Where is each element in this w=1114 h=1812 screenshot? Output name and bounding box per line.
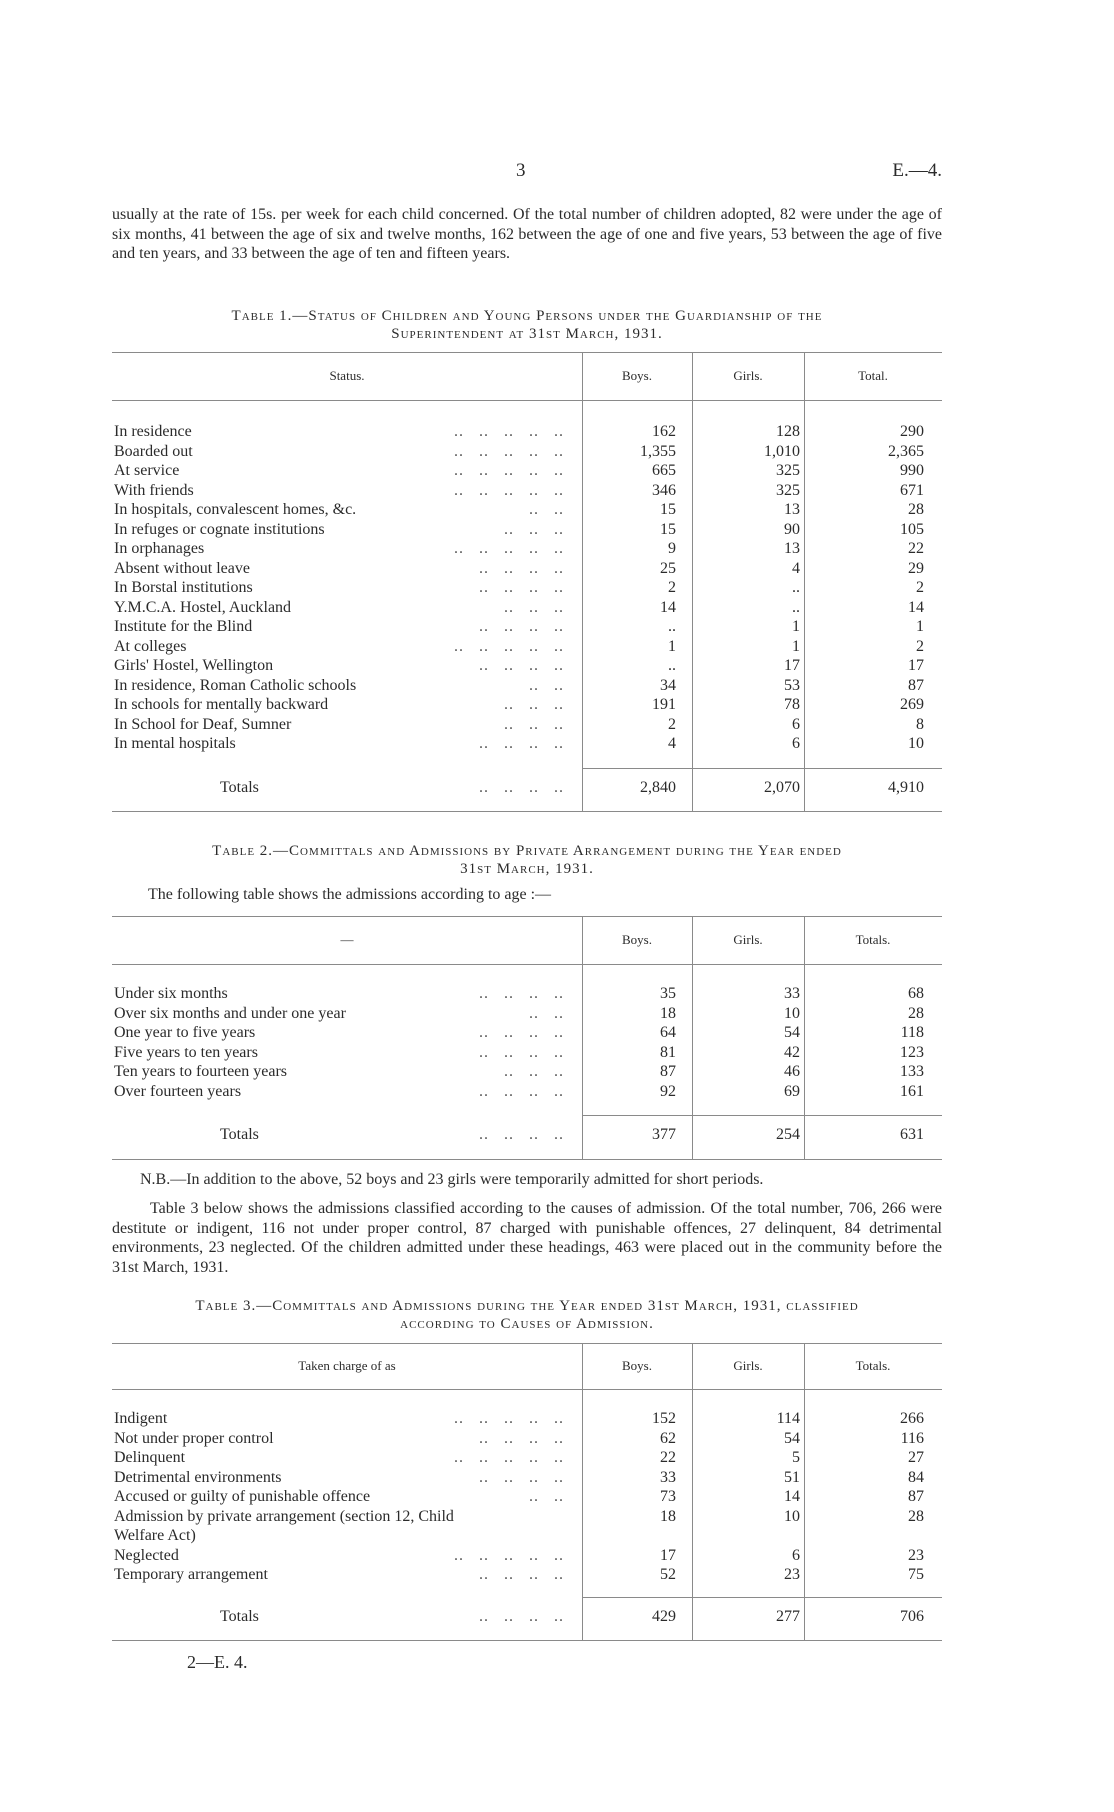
table3-row-girls: 114 xyxy=(776,1410,800,1427)
table3-row-total: 87 xyxy=(908,1488,924,1505)
table1-totals-leader-dots: .. .. .. .. xyxy=(479,778,564,796)
table2-row-leader-dots: .. .. .. .. xyxy=(479,985,564,1002)
table3-row-label: Delinquent xyxy=(114,1449,186,1466)
table1-row-label: Institute for the Blind xyxy=(114,618,253,635)
table2-row-label: Five years to ten years xyxy=(114,1043,258,1061)
table3-totals-leader-dots: .. .. .. .. xyxy=(479,1607,564,1625)
table3-row-label: Not under proper control xyxy=(114,1429,274,1447)
table2-header-total: Totals. xyxy=(855,932,891,947)
table3-top-rule xyxy=(112,1343,942,1344)
table1-row xyxy=(112,656,942,676)
table1-row-boys: 25 xyxy=(660,559,676,577)
table1-row xyxy=(112,500,942,520)
table2-caption-line2: 31st March, 1931. xyxy=(460,861,594,877)
table3-row xyxy=(112,1429,942,1449)
table2-header-label: — xyxy=(340,932,354,947)
table1-row-girls: 13 xyxy=(784,501,800,518)
table1-bottom-rule xyxy=(112,811,942,812)
table3-row-boys: 62 xyxy=(660,1429,676,1447)
table1-row-total: 29 xyxy=(908,559,924,577)
table1-row-girls: 78 xyxy=(784,696,800,713)
table1-row-girls: 1 xyxy=(792,637,800,655)
table3-row-label: Welfare Act) xyxy=(114,1527,196,1544)
table1-top-rule xyxy=(112,352,942,353)
table3-row-girls: 10 xyxy=(784,1507,800,1525)
table1-row-girls: 325 xyxy=(776,481,800,499)
table1-row xyxy=(112,461,942,481)
table3-row-total: 75 xyxy=(908,1566,924,1583)
table2-totals-leader-dots: .. .. .. .. xyxy=(479,1126,564,1143)
table2-row-girls: 42 xyxy=(784,1043,800,1061)
page-number: 3 xyxy=(516,160,526,181)
table1-row xyxy=(112,520,942,540)
table1-row xyxy=(112,539,942,559)
table3-row xyxy=(112,1468,942,1488)
table2-row-total: 133 xyxy=(900,1063,924,1080)
table1-totals-boys: 2,840 xyxy=(640,778,676,796)
table3-caption-line2: according to Causes of Admission. xyxy=(400,1316,654,1332)
table1-row-label: Absent without leave xyxy=(114,559,250,577)
table1-header-girls: Girls. xyxy=(733,368,763,383)
table1-row-total: 28 xyxy=(908,501,924,518)
table1-row xyxy=(112,637,942,657)
table3-row-label: Admission by private arrangement (section 12, Child xyxy=(114,1507,454,1525)
table1-row-label: In mental hospitals xyxy=(114,735,236,752)
table1-row-leader-dots: .. .. .. .. .. xyxy=(454,423,564,440)
table1-row-label: At service xyxy=(114,462,180,479)
table1-header-boys: Boys. xyxy=(622,368,652,383)
table1-row-leader-dots: .. .. .. .. xyxy=(479,579,564,596)
table1-header-label: Status. xyxy=(329,368,365,383)
table3-row-label: Indigent xyxy=(114,1410,168,1427)
table1-caption-line2: Superintendent at 31st March, 1931. xyxy=(391,326,663,342)
table3-row xyxy=(112,1546,942,1566)
table3-row xyxy=(112,1487,942,1507)
table2-row xyxy=(112,1004,942,1024)
table1-row-girls: 6 xyxy=(792,715,800,733)
table1-row-girls: 17 xyxy=(784,657,800,674)
table3-row-label: Neglected xyxy=(114,1546,179,1564)
table3-row-label: Accused or guilty of punishable offence xyxy=(114,1488,371,1505)
table1-row-boys: .. xyxy=(668,618,676,635)
table1-row-label: At colleges xyxy=(114,637,187,655)
table1-row-total: 290 xyxy=(900,423,924,440)
table1-caption-line1: Table 1.—Status of Children and Young Persons under the Guardianship of the xyxy=(231,308,823,324)
table2-header-boys: Boys. xyxy=(622,932,652,947)
table1-row-leader-dots: .. .. .. .. .. xyxy=(454,442,564,460)
table1-row-boys: 2 xyxy=(668,579,676,596)
table2-row-boys: 81 xyxy=(660,1043,676,1061)
table1-row-girls: 53 xyxy=(784,676,800,694)
table3-bottom-rule xyxy=(112,1640,942,1641)
table1-caption xyxy=(112,307,942,343)
table3-row xyxy=(112,1409,942,1429)
table1-row-label: In School for Deaf, Sumner xyxy=(114,715,292,733)
table3-row-girls: 51 xyxy=(784,1468,800,1486)
table3-totals-girls: 277 xyxy=(776,1607,800,1625)
table1-row-total: 269 xyxy=(900,696,924,713)
table1-row-boys: 15 xyxy=(660,520,676,538)
table2-row-total: 123 xyxy=(900,1043,924,1061)
table1-row-girls: 1,010 xyxy=(764,442,800,460)
table1-totals-total: 4,910 xyxy=(888,778,924,796)
table2 xyxy=(112,916,942,1159)
table1-row-boys: 665 xyxy=(652,462,676,479)
table3-row-total: 84 xyxy=(908,1468,924,1486)
table3-header-boys: Boys. xyxy=(622,1358,652,1373)
table1-row-boys: 346 xyxy=(652,481,676,499)
table2-row-girls: 10 xyxy=(784,1004,800,1022)
table3-header-total: Totals. xyxy=(855,1358,891,1373)
table2-row-label: Ten years to fourteen years xyxy=(114,1063,288,1080)
table2-row-girls: 33 xyxy=(784,985,800,1002)
table1-row-boys: 1,355 xyxy=(640,442,676,460)
table1-row-leader-dots: .. .. .. .. .. xyxy=(454,462,564,479)
table2-row-total: 28 xyxy=(908,1004,924,1022)
table2-row-leader-dots: .. .. .. xyxy=(504,1063,564,1080)
table1-row-total: 22 xyxy=(908,540,924,557)
table1-row-boys: 15 xyxy=(660,501,676,518)
table1-row-boys: .. xyxy=(668,657,676,674)
table1-row-leader-dots: .. .. .. .. .. xyxy=(454,481,564,499)
table3-row-label: Temporary arrangement xyxy=(114,1566,268,1583)
table1-row-boys: 4 xyxy=(668,735,676,752)
table3-caption xyxy=(112,1297,942,1333)
table1-row-total: 17 xyxy=(908,657,924,674)
table3-row-leader-dots: .. .. .. .. xyxy=(479,1429,564,1447)
table3-row-girls: 54 xyxy=(784,1429,800,1447)
table3-row-boys: 152 xyxy=(652,1410,676,1427)
table2-totals-boys: 377 xyxy=(652,1126,676,1143)
table3-row-leader-dots: .. .. xyxy=(529,1488,564,1505)
table2-row-leader-dots: .. .. xyxy=(529,1004,564,1022)
table3-row-boys: 18 xyxy=(660,1507,676,1525)
table1-row-label: Girls' Hostel, Wellington xyxy=(114,657,274,674)
table2-row-girls: 46 xyxy=(784,1063,800,1080)
table2-totals-rule xyxy=(582,1115,942,1116)
table2-row-boys: 18 xyxy=(660,1004,676,1022)
table1-row-leader-dots: .. .. .. .. xyxy=(479,559,564,577)
table1-row-label: In orphanages xyxy=(114,540,205,557)
table2-row xyxy=(112,984,942,1004)
table1-row-label: Boarded out xyxy=(114,442,193,460)
table2-totals-girls: 254 xyxy=(776,1126,800,1143)
table2-totals-total: 631 xyxy=(900,1126,924,1143)
table1-row-leader-dots: .. .. .. xyxy=(504,696,564,713)
table1-row xyxy=(112,598,942,618)
table1-row-total: 2,365 xyxy=(888,442,924,460)
table3-row-girls: 5 xyxy=(792,1449,800,1466)
table1-row-boys: 1 xyxy=(668,637,676,655)
table1-header-total: Total. xyxy=(858,368,888,383)
table1-row-leader-dots: .. .. .. .. xyxy=(479,657,564,674)
table3-row-total: 116 xyxy=(900,1429,924,1447)
table1-row-label: Y.M.C.A. Hostel, Auckland xyxy=(114,598,292,616)
table2-row xyxy=(112,1062,942,1082)
table2-caption xyxy=(112,842,942,878)
table1-totals-girls: 2,070 xyxy=(764,778,800,796)
table2-row-girls: 69 xyxy=(784,1082,800,1100)
table1-row-total: 14 xyxy=(908,598,924,616)
table2-row xyxy=(112,1023,942,1043)
table2-caption-line1: Table 2.—Committals and Admissions by Private Arrangement during the Year ended xyxy=(212,843,842,859)
table1-header-rule xyxy=(112,400,942,401)
table3-header-label: Taken charge of as xyxy=(298,1358,396,1373)
table3-totals-total: 706 xyxy=(900,1607,924,1625)
table3-row-girls: 23 xyxy=(784,1566,800,1583)
table1-row-label: In hospitals, convalescent homes, &c. xyxy=(114,501,357,518)
table3-caption-line1: Table 3.—Committals and Admissions during the Year ended 31st March, 1931, classified xyxy=(195,1298,859,1314)
table3-paragraph: Table 3 below shows the admissions classified according to the causes of admission. Of the total number, 706, 266 were destitute or indigent, 116 not under proper control, 87 charged with punishable offences, 27 delinquent, 84 detrimental environments, 23 neglected. Of the children admitted under these headings, 463 were placed out in the community before the 31st March, 1931. xyxy=(112,1200,942,1276)
table1-row-boys: 9 xyxy=(668,540,676,557)
table2-row xyxy=(112,1082,942,1102)
table2-header-girls: Girls. xyxy=(733,932,763,947)
table1-row-leader-dots: .. .. .. .. xyxy=(479,735,564,752)
table3-row-leader-dots: .. .. .. .. xyxy=(479,1566,564,1583)
table3-row-total: 23 xyxy=(908,1546,924,1564)
table2-bottom-rule xyxy=(112,1159,942,1160)
table1-row-label: In Borstal institutions xyxy=(114,579,253,596)
table1-row xyxy=(112,481,942,501)
table3-row xyxy=(112,1448,942,1468)
table2-row-label: One year to five years xyxy=(114,1024,256,1041)
table1-row xyxy=(112,676,942,696)
table3-totals-row xyxy=(112,1607,942,1627)
table1-row-total: 990 xyxy=(900,462,924,479)
table1-row-leader-dots: .. .. xyxy=(529,501,564,518)
table3 xyxy=(112,1343,942,1640)
table3-row-boys: 22 xyxy=(660,1449,676,1466)
table1-row xyxy=(112,422,942,442)
nb-note: N.B.—In addition to the above, 52 boys and 23 girls were temporarily admitted for short periods. xyxy=(140,1171,764,1188)
table1-row-girls: 90 xyxy=(784,520,800,538)
table1-row-boys: 2 xyxy=(668,715,676,733)
table3-row xyxy=(112,1526,942,1546)
table1-row-label: In schools for mentally backward xyxy=(114,696,329,713)
table3-totals-boys: 429 xyxy=(652,1607,676,1625)
table1-row-girls: 4 xyxy=(792,559,800,577)
table1-row-leader-dots: .. .. xyxy=(529,676,564,694)
table3-row-leader-dots: .. .. .. .. .. xyxy=(454,1449,564,1466)
table3-row-boys: 33 xyxy=(660,1468,676,1486)
table1-row xyxy=(112,734,942,754)
table3-totals-rule xyxy=(582,1597,942,1598)
table3-row-boys: 17 xyxy=(660,1546,676,1564)
intro-paragraph: usually at the rate of 15s. per week for each child concerned. Of the total number of children adopted, 82 were under the age of six months, 41 between the age of six and twelve months, 162 between the age of one and five years, 53 between the age of five and ten years, and 33 between the age of ten and fifteen years. xyxy=(112,206,942,262)
table1-row-label: In residence, Roman Catholic schools xyxy=(114,676,357,694)
table3-row-boys: 73 xyxy=(660,1488,676,1505)
table1-row-total: 1 xyxy=(916,618,924,635)
table1-row xyxy=(112,559,942,579)
table2-row-leader-dots: .. .. .. .. xyxy=(479,1043,564,1061)
table2-row-total: 68 xyxy=(908,985,924,1002)
table1-row-leader-dots: .. .. .. .. .. xyxy=(454,637,564,655)
table3-row xyxy=(112,1507,942,1527)
table2-row-boys: 87 xyxy=(660,1063,676,1080)
table3-row-total: 27 xyxy=(908,1449,924,1466)
table1-row-boys: 162 xyxy=(652,423,676,440)
table1-row-total: 671 xyxy=(900,481,924,499)
table1-row xyxy=(112,578,942,598)
table1-row-girls: 13 xyxy=(784,540,800,557)
table1-row-girls: 128 xyxy=(776,423,800,440)
table3-header-rule xyxy=(112,1389,942,1390)
table1-row-label: With friends xyxy=(114,481,194,499)
table2-row-label: Over fourteen years xyxy=(114,1082,242,1100)
table1-row-total: 10 xyxy=(908,735,924,752)
table1-row-label: In residence xyxy=(114,423,192,440)
table1-row-total: 8 xyxy=(916,715,924,733)
table1-row xyxy=(112,617,942,637)
table1-row-total: 105 xyxy=(900,520,924,538)
table2-row-boys: 92 xyxy=(660,1082,676,1100)
footer-reference: 2—E. 4. xyxy=(187,1652,248,1672)
table2-row-total: 161 xyxy=(900,1082,924,1100)
table1-totals-row xyxy=(112,778,942,798)
table1-totals-rule xyxy=(582,768,942,769)
table2-intro: The following table shows the admissions according to age :— xyxy=(148,886,552,903)
table1-totals-label: Totals xyxy=(220,778,259,796)
table1-row xyxy=(112,695,942,715)
table1-row-girls: .. xyxy=(792,598,800,616)
table3-row-leader-dots: .. .. .. .. xyxy=(479,1468,564,1486)
table1-row-total: 2 xyxy=(916,637,924,655)
table3-header-girls: Girls. xyxy=(733,1358,763,1373)
table1-row-girls: 325 xyxy=(776,462,800,479)
table2-totals-row xyxy=(112,1125,942,1145)
table2-totals-label: Totals xyxy=(220,1126,259,1143)
table1-row-label: In refuges or cognate institutions xyxy=(114,520,325,538)
page-header xyxy=(112,160,942,190)
table1-row-total: 2 xyxy=(916,579,924,596)
table2-row-boys: 64 xyxy=(660,1024,676,1041)
table1-row-boys: 34 xyxy=(660,676,676,694)
table3-row-girls: 14 xyxy=(784,1488,800,1505)
table1-row xyxy=(112,442,942,462)
table1-row-leader-dots: .. .. .. .. .. xyxy=(454,540,564,557)
table3-row-total: 266 xyxy=(900,1410,924,1427)
table2-top-rule xyxy=(112,916,942,917)
table3-row-boys: 52 xyxy=(660,1566,676,1583)
table2-row-leader-dots: .. .. .. .. xyxy=(479,1024,564,1041)
table1-row-girls: 1 xyxy=(792,618,800,635)
table1-row-leader-dots: .. .. .. xyxy=(504,598,564,616)
table2-row-leader-dots: .. .. .. .. xyxy=(479,1082,564,1100)
table1-row-girls: .. xyxy=(792,579,800,596)
table1-row-total: 87 xyxy=(908,676,924,694)
table2-row-label: Over six months and under one year xyxy=(114,1004,346,1022)
table1-row-leader-dots: .. .. .. .. xyxy=(479,618,564,635)
table1-row-boys: 14 xyxy=(660,598,676,616)
table3-row-leader-dots: .. .. .. .. .. xyxy=(454,1546,564,1564)
table2-row xyxy=(112,1043,942,1063)
table1-row-boys: 191 xyxy=(652,696,676,713)
table3-row xyxy=(112,1565,942,1585)
table3-row-leader-dots: .. .. .. .. .. xyxy=(454,1410,564,1427)
table1-row-leader-dots: .. .. .. xyxy=(504,715,564,733)
table2-row-boys: 35 xyxy=(660,985,676,1002)
table2-header-rule xyxy=(112,964,942,965)
document-reference: E.—4. xyxy=(892,160,942,181)
table1-row xyxy=(112,715,942,735)
table1 xyxy=(112,352,942,811)
table3-row-total: 28 xyxy=(908,1507,924,1525)
table1-row-leader-dots: .. .. .. xyxy=(504,520,564,538)
table3-row-girls: 6 xyxy=(792,1546,800,1564)
table3-row-label: Detrimental environments xyxy=(114,1468,282,1486)
table2-row-total: 118 xyxy=(900,1024,924,1041)
table2-row-girls: 54 xyxy=(784,1024,800,1041)
table1-row-girls: 6 xyxy=(792,735,800,752)
table3-totals-label: Totals xyxy=(220,1607,259,1625)
table2-row-label: Under six months xyxy=(114,985,228,1002)
